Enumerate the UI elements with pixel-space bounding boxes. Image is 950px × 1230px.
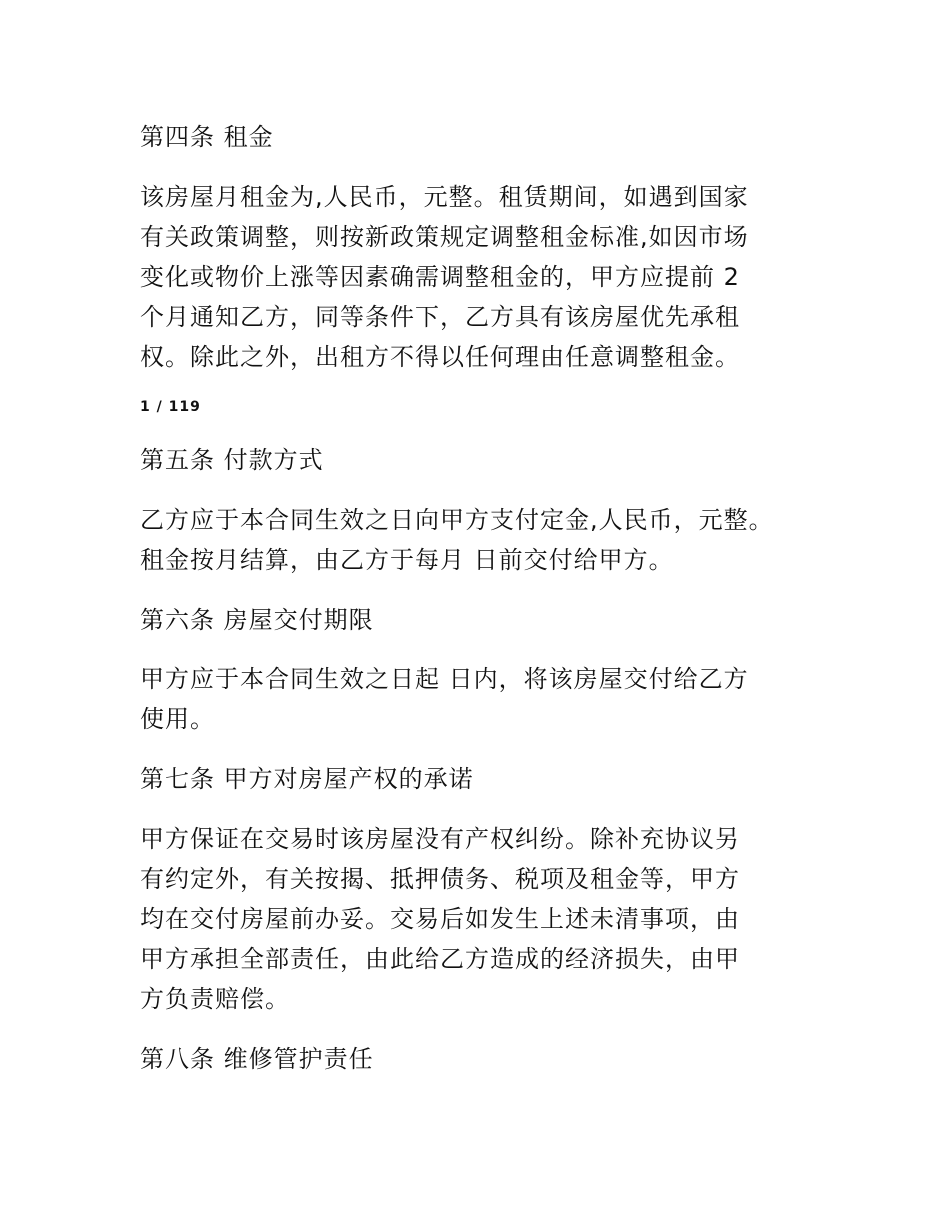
article-4-line-3: 变化或物价上涨等因素确需调整租金的，甲方应提前 2 bbox=[140, 263, 740, 291]
article-7-title: 第七条 甲方对房屋产权的承诺 bbox=[140, 765, 474, 793]
article-4-line-4: 个月通知乙方，同等条件下，乙方具有该房屋优先承租 bbox=[140, 303, 740, 331]
article-4-title: 第四条 租金 bbox=[140, 123, 274, 151]
article-5-line-2: 租金按月结算，由乙方于每月 日前交付给甲方。 bbox=[140, 546, 674, 574]
article-5-title: 第五条 付款方式 bbox=[140, 446, 324, 474]
article-7-line-1: 甲方保证在交易时该房屋没有产权纠纷。除补充协议另 bbox=[140, 825, 740, 853]
article-6-line-2: 使用。 bbox=[140, 705, 215, 733]
article-6-line-1: 甲方应于本合同生效之日起 日内，将该房屋交付给乙方 bbox=[140, 665, 749, 693]
article-7-line-5: 方负责赔偿。 bbox=[140, 985, 290, 1013]
page-number: 1 / 119 bbox=[140, 399, 201, 415]
article-7-line-3: 均在交付房屋前办妥。交易后如发生上述未清事项，由 bbox=[140, 905, 740, 933]
article-6-title: 第六条 房屋交付期限 bbox=[140, 606, 374, 634]
article-7-line-4: 甲方承担全部责任，由此给乙方造成的经济损失，由甲 bbox=[140, 945, 740, 973]
article-7-line-2: 有约定外，有关按揭、抵押债务、税项及租金等，甲方 bbox=[140, 865, 740, 893]
article-4-line-5: 权。除此之外，出租方不得以任何理由任意调整租金。 bbox=[140, 343, 740, 371]
article-4-line-2: 有关政策调整，则按新政策规定调整租金标准,如因市场 bbox=[140, 223, 749, 251]
article-8-title: 第八条 维修管护责任 bbox=[140, 1045, 374, 1073]
article-5-line-1: 乙方应于本合同生效之日向甲方支付定金,人民币，元整。 bbox=[140, 506, 774, 534]
article-4-line-1: 该房屋月租金为,人民币，元整。租赁期间，如遇到国家 bbox=[140, 183, 749, 211]
